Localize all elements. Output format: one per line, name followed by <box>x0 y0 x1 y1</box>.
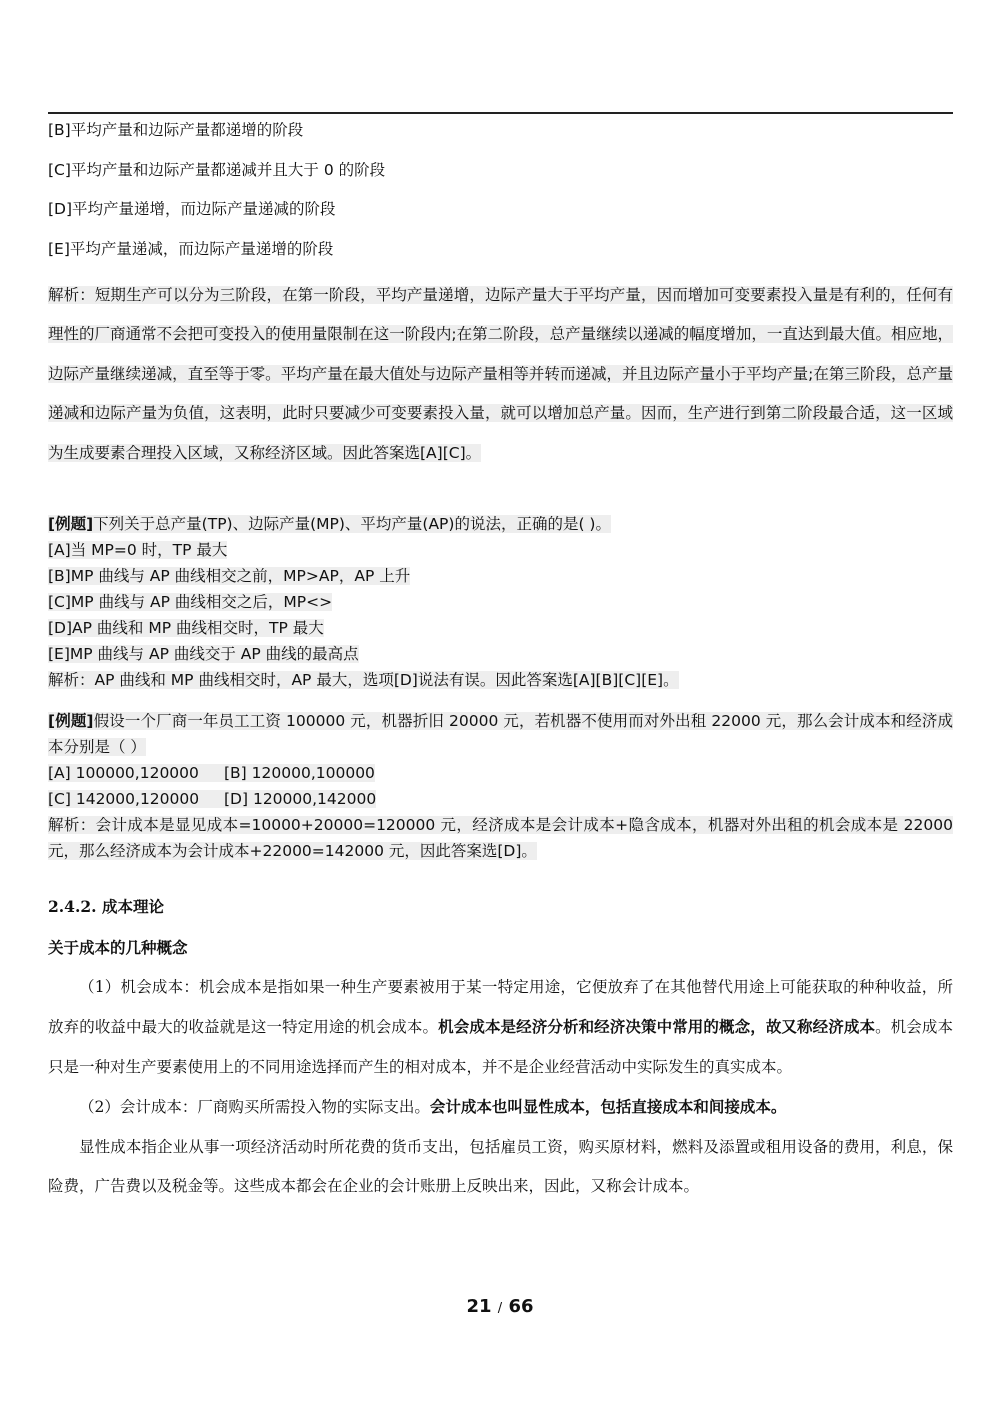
analysis-top <box>48 276 953 473</box>
option-e: [E]平均产量递减，而边际产量递增的阶段 <box>48 239 334 258</box>
example-1-question: 下列关于总产量(TP)、边际产量(MP)、平均产量(AP)的说法，正确的是( )。 <box>93 515 611 534</box>
example-1-option-c: [C]MP 曲线与 AP 曲线相交之后，MP<> <box>48 593 333 612</box>
paragraph-opportunity-cost: （1）机会成本：机会成本是指如果一种生产要素被用于某一特定用途，它便放弃了在其他替代用途上可能获取的种种收益，所放弃的收益中最大的收益就是这一特定用途的机会成本。机会成本是经济分析和经济决策中常用的概念，故又称经济成本。机会成本只是一种对生产要素使用上的不同用途选择而产生的相对成本，并不是企业经营活动中实际发生的真实成本。 <box>48 978 953 1076</box>
page-number <box>0 1296 1000 1317</box>
option-list-top <box>48 118 953 261</box>
page-total: 66 <box>508 1296 534 1317</box>
example-2 <box>48 708 953 864</box>
example-2-tag: [例题] <box>48 712 94 731</box>
option-b: [B]平均产量和边际产量都递增的阶段 <box>48 121 304 139</box>
accounting-cost-emphasis: 会计成本也叫显性成本，包括直接成本和间接成本。 <box>429 1097 787 1117</box>
example-2-option-b: [B] 120000,100000 <box>224 764 375 783</box>
example-2-option-d: [D] 120000,142000 <box>224 790 377 809</box>
sub-title: 关于成本的几种概念 <box>48 938 188 958</box>
example-1-option-e: [E]MP 曲线与 AP 曲线交于 AP 曲线的最高点 <box>48 645 359 664</box>
paragraph-explicit-cost: 显性成本指企业从事一项经济活动时所花费的货币支出，包括雇员工资，购买原材料，燃料及添置或租用设备的费用，利息，保险费，广告费以及税金等。这些成本都会在企业的会计账册上反映出来，因此，又称会计成本。 <box>48 1137 953 1196</box>
example-2-analysis: 解析：会计成本是显见成本=10000+20000=120000 元，经济成本是会计成本+隐含成本，机器对外出租的机会成本是 22000 元，那么经济成本为会计成本+22000=142000 元，因此答案选[D]。 <box>48 816 953 861</box>
example-1-analysis: 解析：AP 曲线和 MP 曲线相交时，AP 最大，选项[D]说法有误。因此答案选[A][B][C][E]。 <box>48 671 679 690</box>
page-separator: / <box>497 1301 503 1316</box>
example-2-question: 假设一个厂商一年员工工资 100000 元，机器折旧 20000 元，若机器不使用而对外出租 22000 元，那么会计成本和经济成本分别是（ ） <box>48 712 953 757</box>
section-title: 2.4.2. 成本理论 <box>48 897 164 917</box>
example-1-option-a: [A]当 MP=0 时，TP 最大 <box>48 541 228 560</box>
header-rule <box>48 112 953 114</box>
example-1-option-b: [B]MP 曲线与 AP 曲线相交之前，MP>AP，AP 上升 <box>48 567 411 586</box>
page-current: 21 <box>466 1296 492 1317</box>
example-2-option-a: [A] 100000,120000 <box>48 764 199 783</box>
option-c: [C]平均产量和边际产量都递减并且大于 0 的阶段 <box>48 160 386 179</box>
opportunity-cost-emphasis: 机会成本是经济分析和经济决策中常用的概念，故又称经济成本 <box>438 1017 876 1037</box>
analysis-top-text: 解析：短期生产可以分为三阶段，在第一阶段，平均产量递增，边际产量大于平均产量，因而增加可变要素投入量是有利的，任何有理性的厂商通常不会把可变投入的使用量限制在这一阶段内;在第二阶段，总产量继续以递减的幅度增加，一直达到最大值。相应地，边际产量继续递减，直至等于零。平均产量在最大值处与边际产量相等并转而递减，并且边际产量小于平均产量;在第三阶段，总产量递减和边际产量为负值，这表明，此时只要减少可变要素投入量，就可以增加总产量。因而，生产进行到第二阶段最合适，这一区域为生成要素合理投入区域，又称经济区域。因此答案选[A][C]。 <box>48 286 953 462</box>
page-content <box>48 118 953 1206</box>
paragraph-accounting-cost: （2）会计成本：厂商购买所需投入物的实际支出。会计成本也叫显性成本，包括直接成本和间接成本。 <box>79 1097 787 1117</box>
example-1-tag: [例题] <box>48 515 94 534</box>
example-1 <box>48 511 953 693</box>
example-2-option-c: [C] 142000,120000 <box>48 790 200 809</box>
example-1-option-d: [D]AP 曲线和 MP 曲线相交时，TP 最大 <box>48 619 324 638</box>
option-d: [D]平均产量递增，而边际产量递减的阶段 <box>48 200 336 218</box>
